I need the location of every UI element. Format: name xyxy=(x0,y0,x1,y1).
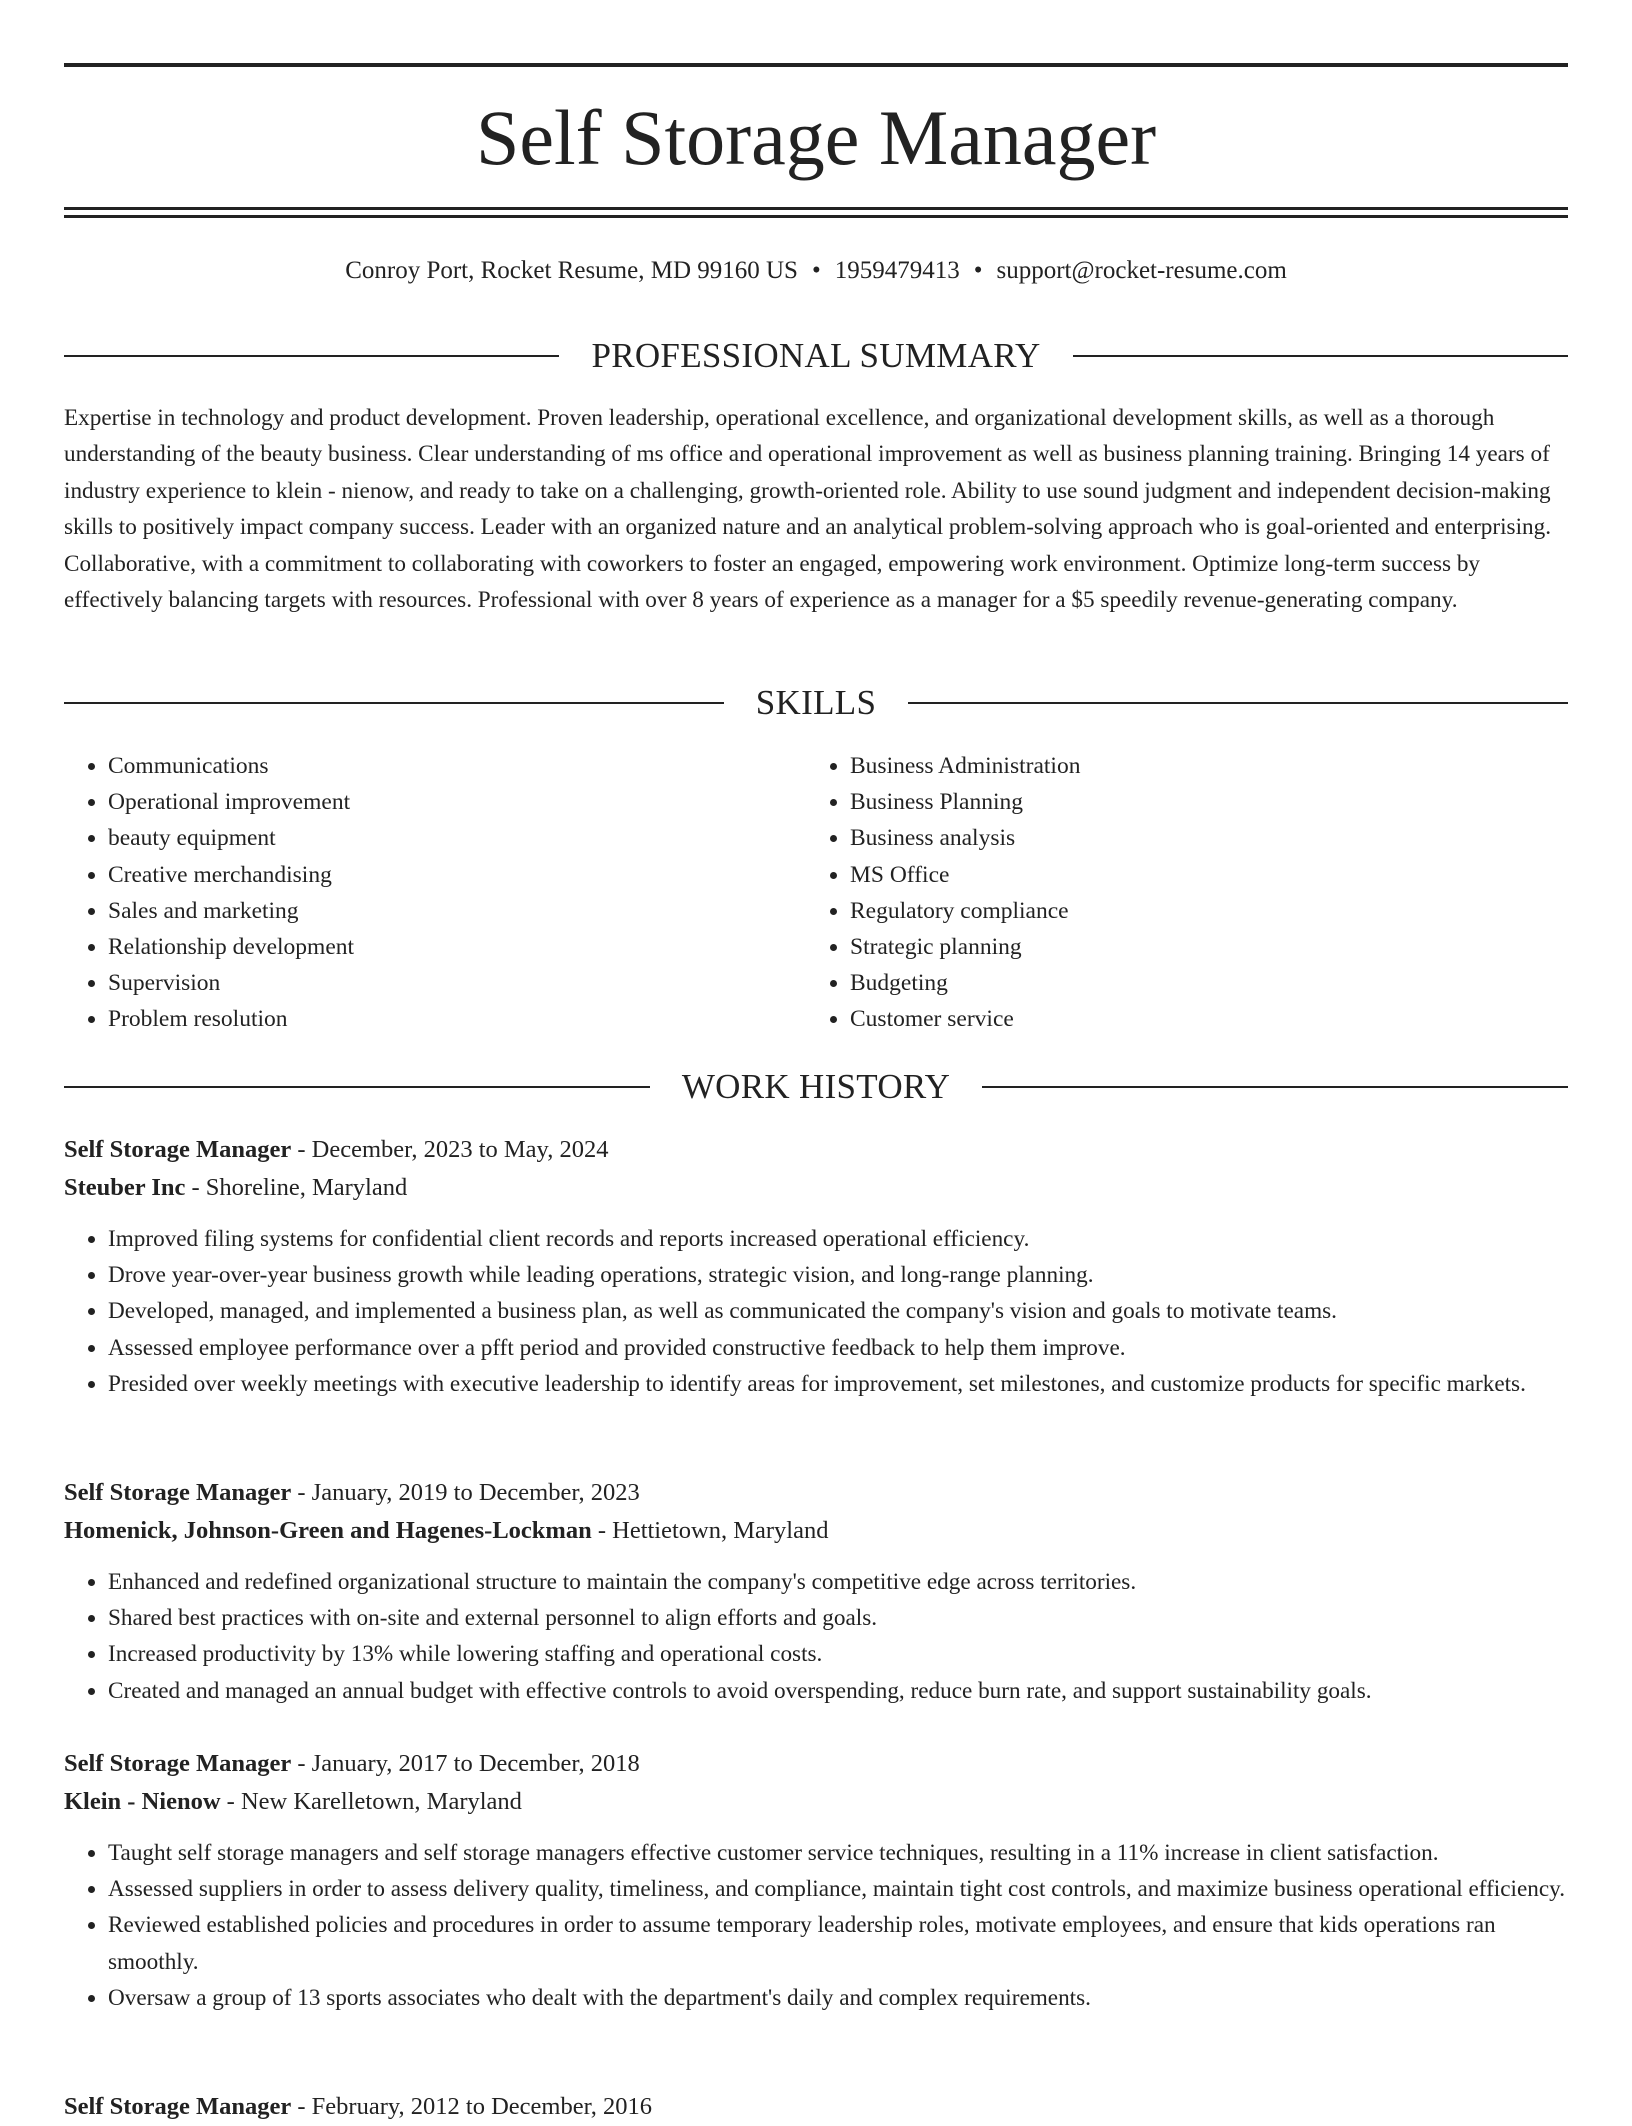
job-entry xyxy=(64,1131,1568,1402)
job-dates: - December, 2023 to May, 2024 xyxy=(291,1136,609,1163)
job-title: Self Storage Manager xyxy=(64,2093,292,2120)
job-bullet: • Created and managed an annual budget with effective controls to avoid overspending, reduce burn rate, and support sustainability goals. xyxy=(108,1673,1568,1709)
job-company: Homenick, Johnson-Green and Hagenes-Lockman xyxy=(64,1517,592,1544)
job-bullet: • Improved filing systems for confidential client records and reports increased operational efficiency. xyxy=(108,1221,1568,1257)
top-rule xyxy=(64,63,1568,67)
skill-item: • MS Office xyxy=(850,857,1550,893)
skill-item: • Problem resolution xyxy=(108,1001,806,1037)
title-double-rule-upper xyxy=(64,207,1568,210)
job-bullet: • Oversaw a group of 13 sports associates who dealt with the department's daily and complex requirements. xyxy=(108,1980,1568,2016)
heading-rule-left xyxy=(64,702,724,704)
job-company-line xyxy=(64,1169,1568,1207)
job-bullet: • Taught self storage managers and self storage managers effective customer service techniques, resulting in a 11% increase in client satisfaction. xyxy=(108,1835,1568,1871)
job-dates: - February, 2012 to December, 2016 xyxy=(291,2093,652,2120)
contact-address: Conroy Port, Rocket Resume, MD 99160 US xyxy=(345,257,798,284)
job-bullet: • Drove year-over-year business growth while leading operations, strategic vision, and long-range planning. xyxy=(108,1257,1568,1293)
contact-line xyxy=(64,254,1568,288)
job-title-line xyxy=(64,2088,1568,2126)
job-bullets xyxy=(64,1835,1568,2016)
job-dates: - January, 2017 to December, 2018 xyxy=(291,1750,640,1777)
job-entry xyxy=(64,2088,1568,2126)
skills-list xyxy=(64,748,1568,1038)
job-company: Klein - Nienow xyxy=(64,1788,221,1815)
job-title: Self Storage Manager xyxy=(64,1750,292,1777)
job-company: Steuber Inc xyxy=(64,1174,186,1201)
heading-rule-left xyxy=(64,1086,650,1088)
skills-heading-label: SKILLS xyxy=(755,683,877,722)
job-bullets xyxy=(64,1564,1568,1709)
heading-rule-left xyxy=(64,355,559,357)
skills-column-right xyxy=(806,748,1550,1038)
skill-item: • Strategic planning xyxy=(850,929,1550,965)
title-double-rule-lower xyxy=(64,215,1568,218)
skill-item: • Supervision xyxy=(108,965,806,1001)
summary-heading xyxy=(64,334,1568,378)
job-dates: - January, 2019 to December, 2023 xyxy=(291,1479,640,1506)
skill-item: • Business Administration xyxy=(850,748,1550,784)
summary-heading-label: PROFESSIONAL SUMMARY xyxy=(591,336,1041,375)
work-heading xyxy=(64,1065,1568,1109)
skill-item: • Business Planning xyxy=(850,784,1550,820)
contact-separator: • xyxy=(811,257,821,284)
skill-item: • Communications xyxy=(108,748,806,784)
skills-column-left xyxy=(64,748,806,1038)
summary-text: Expertise in technology and product development. Proven leadership, operational excellence, and organizational development skills, as well as a thorough understanding of the beauty business. Clear understanding of ms office and operational improvement as well as business planning training. Bringing 14 years of industry experience to klein - nienow, and ready to take on a challenging, growth-oriented role. Ability to use sound judgment and independent decision-making skills to positively impact company success. Leader with an organized nature and an analytical problem-solving approach who is goal-oriented and enterprising. Collaborative, with a commitment to collaborating with coworkers to foster an engaged, empowering work environment. Optimize long-term success by effectively balancing targets with resources. Professional with over 8 years of experience as a manager for a $5 speedily revenue-generating company. xyxy=(64,405,1552,614)
job-location: - Shoreline, Maryland xyxy=(185,1174,408,1201)
job-bullet: • Shared best practices with on-site and external personnel to align efforts and goals. xyxy=(108,1600,1568,1636)
heading-rule-right xyxy=(982,1086,1568,1088)
job-entry xyxy=(64,1745,1568,2016)
job-title-line xyxy=(64,1131,1568,1169)
job-company-line xyxy=(64,1512,1568,1550)
heading-rule-right xyxy=(908,702,1568,704)
job-bullets xyxy=(64,1221,1568,1402)
job-title-line xyxy=(64,1745,1568,1783)
skill-item: • Relationship development xyxy=(108,929,806,965)
skill-item: • Sales and marketing xyxy=(108,893,806,929)
job-entry xyxy=(64,1474,1568,1709)
skill-item: • beauty equipment xyxy=(108,820,806,856)
job-company-line xyxy=(64,1783,1568,1821)
contact-email: support@rocket-resume.com xyxy=(996,257,1287,284)
job-bullet: • Assessed employee performance over a pfft period and provided constructive feedback to help them improve. xyxy=(108,1330,1568,1366)
skill-item: • Customer service xyxy=(850,1001,1550,1037)
job-title: Self Storage Manager xyxy=(64,1479,292,1506)
job-bullet: • Assessed suppliers in order to assess delivery quality, timeliness, and compliance, maintain tight cost controls, and maximize business operational efficiency. xyxy=(108,1871,1568,1907)
job-bullet: • Reviewed established policies and procedures in order to assume temporary leadership roles, motivate employees, and ensure that kids operations ran smoothly. xyxy=(108,1907,1568,1979)
skill-item: • Business analysis xyxy=(850,820,1550,856)
job-title-line xyxy=(64,1474,1568,1512)
work-heading-label: WORK HISTORY xyxy=(681,1067,951,1106)
skills-heading xyxy=(64,681,1568,725)
job-title: Self Storage Manager xyxy=(64,1136,292,1163)
skill-item: • Regulatory compliance xyxy=(850,893,1550,929)
job-bullet: • Presided over weekly meetings with executive leadership to identify areas for improvement, set milestones, and customize products for specific markets. xyxy=(108,1366,1568,1402)
job-location: - Hettietown, Maryland xyxy=(591,1517,829,1544)
job-location: - New Karelletown, Maryland xyxy=(220,1788,522,1815)
skill-item: • Creative merchandising xyxy=(108,857,806,893)
job-bullet: • Enhanced and redefined organizational structure to maintain the company's competitive edge across territories. xyxy=(108,1564,1568,1600)
contact-phone: 1959479413 xyxy=(834,257,960,284)
resume-title: Self Storage Manager xyxy=(475,94,1157,181)
heading-rule-right xyxy=(1073,355,1568,357)
skill-item: • Operational improvement xyxy=(108,784,806,820)
contact-separator: • xyxy=(973,257,983,284)
job-bullet: • Increased productivity by 13% while lowering staffing and operational costs. xyxy=(108,1636,1568,1672)
job-bullet: • Developed, managed, and implemented a business plan, as well as communicated the company's vision and goals to motivate teams. xyxy=(108,1293,1568,1329)
skill-item: • Budgeting xyxy=(850,965,1550,1001)
